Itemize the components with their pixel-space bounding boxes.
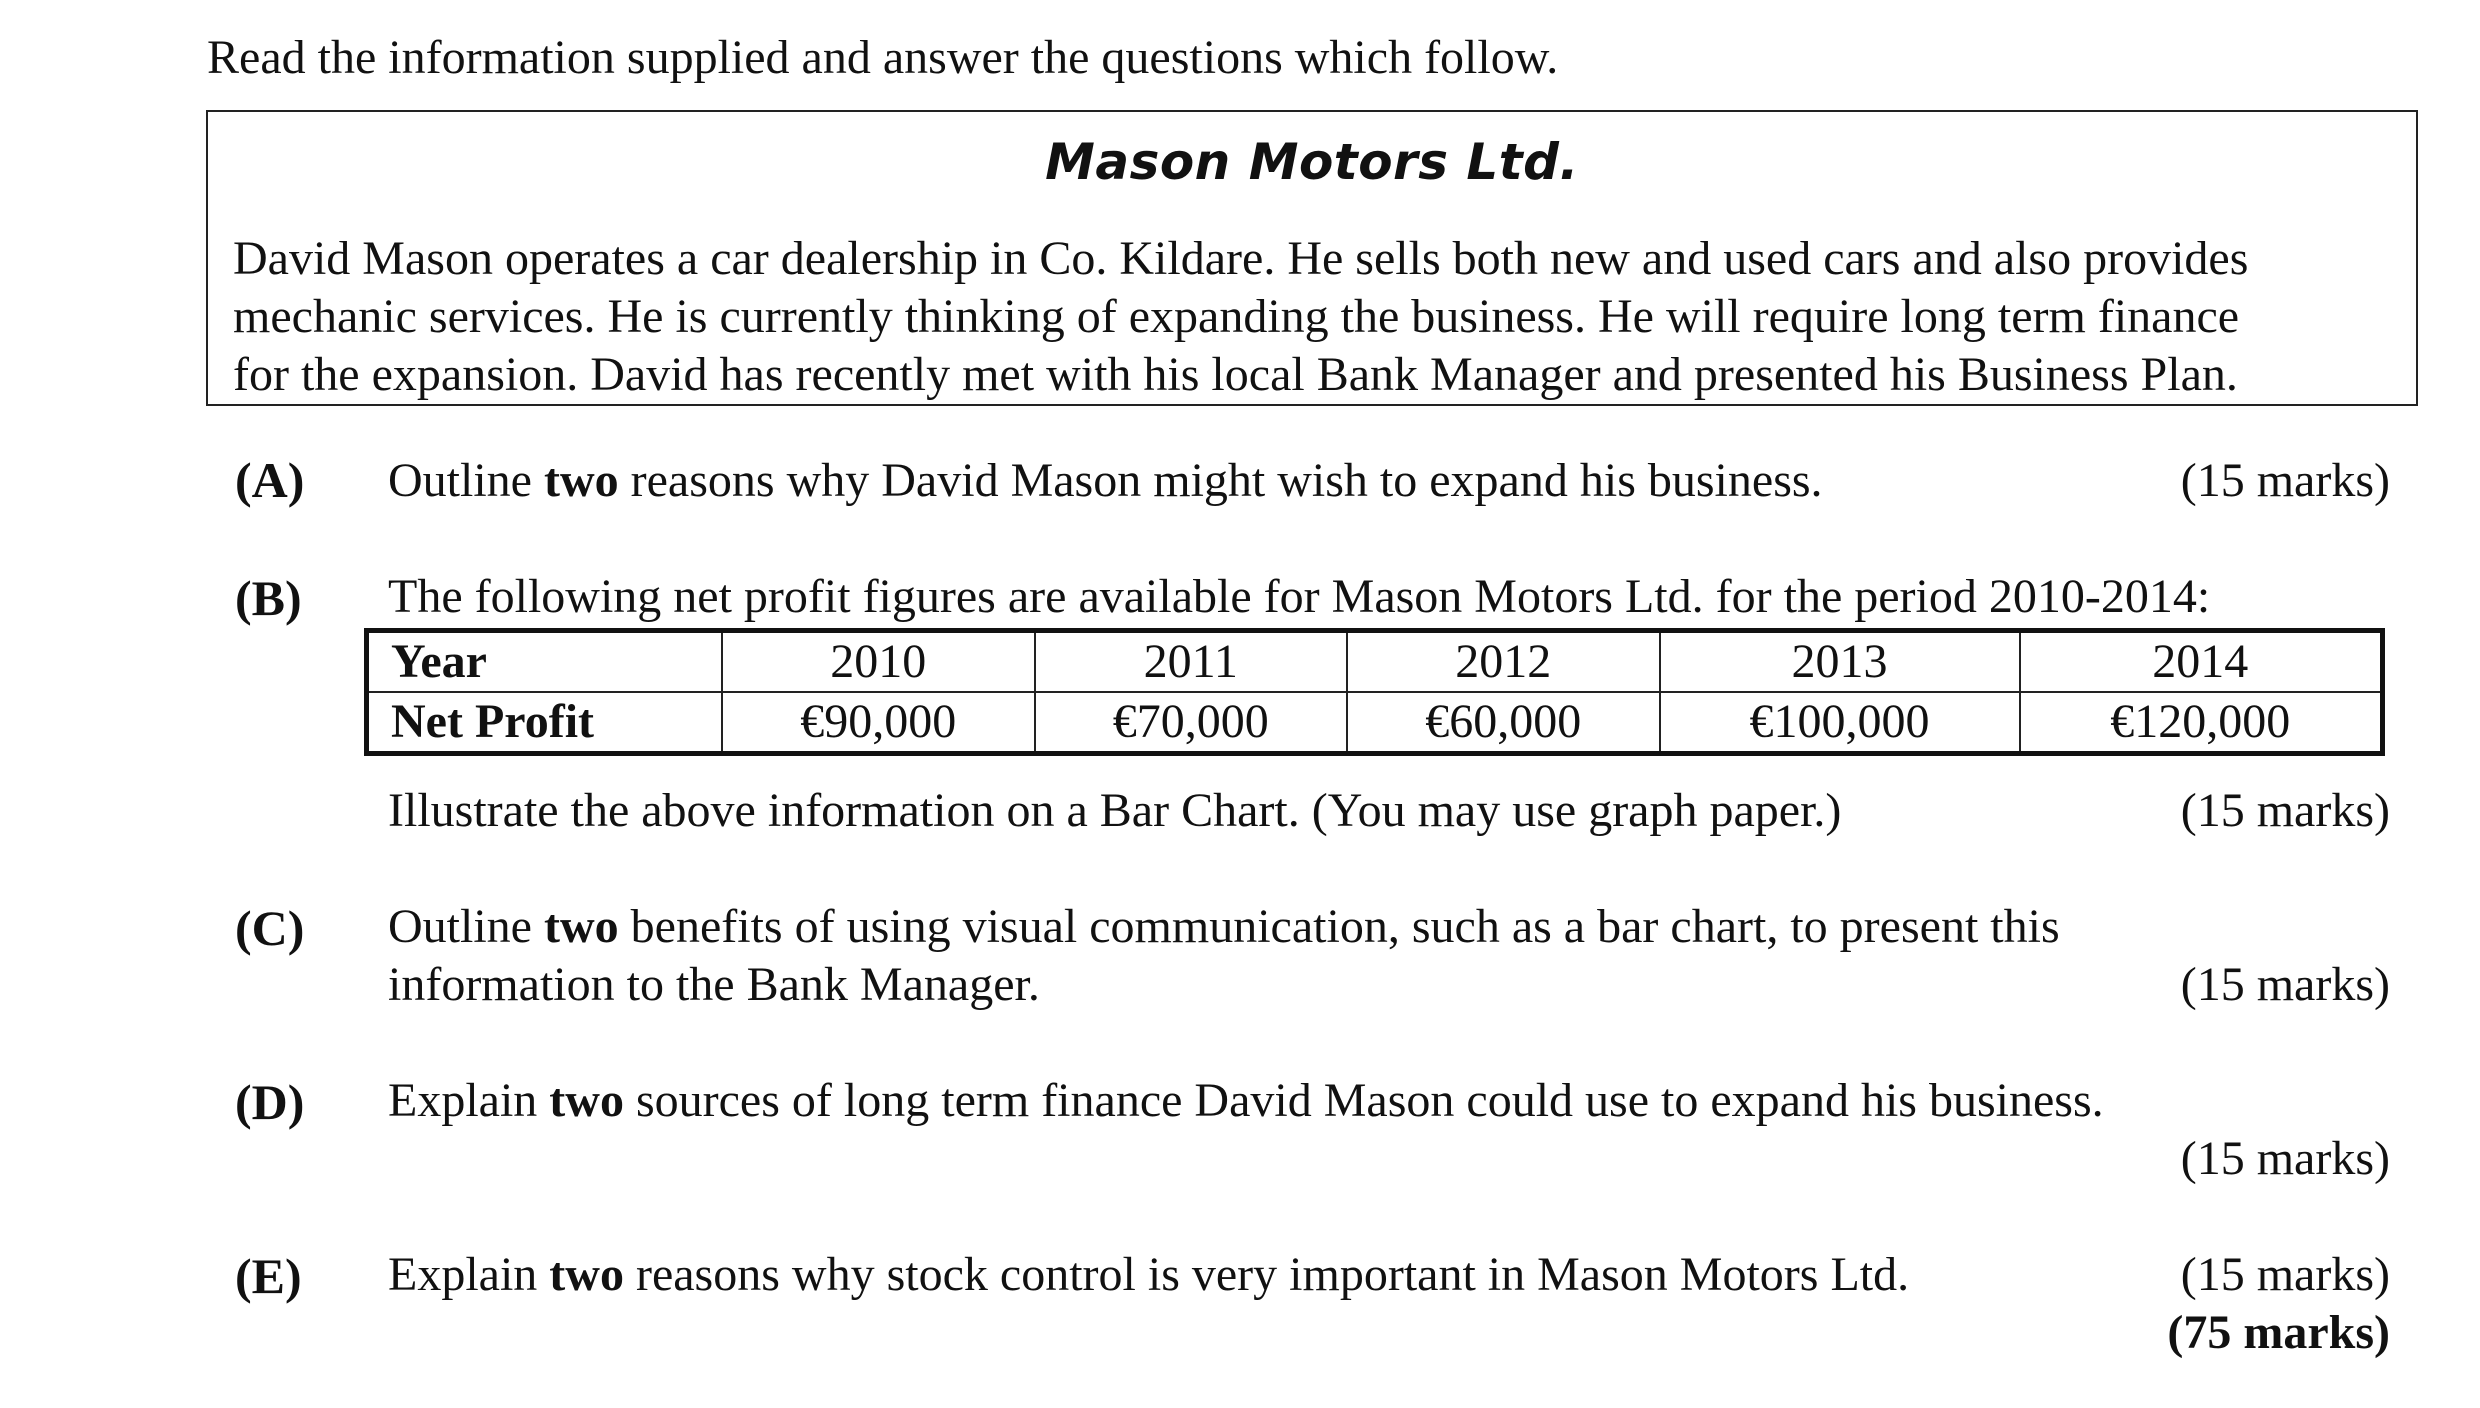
- question-a-marks: (15 marks): [2180, 454, 2390, 507]
- table-cell-year: 2013: [1660, 631, 2020, 693]
- case-study-line: David Mason operates a car dealership in Co. Kildare. He sells both new and used cars and also provides: [233, 232, 2249, 285]
- question-a-bold: two: [543, 454, 619, 507]
- question-d-post: sources of long term finance David Mason could use to expand his business.: [623, 1074, 2104, 1127]
- question-e-bold: two: [549, 1248, 624, 1301]
- net-profit-table: [364, 628, 2385, 756]
- question-e-pre: Explain: [388, 1248, 550, 1301]
- table-cell-year: 2010: [722, 631, 1035, 693]
- table-row-label: Year: [367, 631, 723, 693]
- question-c-label: (C): [235, 900, 305, 956]
- question-e-text: [388, 1246, 1909, 1304]
- question-e-label: (E): [235, 1248, 302, 1304]
- table-cell-year: 2011: [1035, 631, 1348, 693]
- table-cell-profit: €70,000: [1035, 692, 1348, 754]
- question-b-intro: The following net profit figures are available for Mason Motors Ltd. for the period 2010-2014:: [388, 570, 2211, 623]
- question-b-label: (B): [235, 570, 302, 626]
- question-d-label: (D): [235, 1074, 305, 1130]
- question-d-bold: two: [549, 1074, 624, 1127]
- question-c-pre: Outline: [388, 900, 544, 953]
- question-c-bold: two: [543, 900, 619, 953]
- case-study-line: mechanic services. He is currently thinking of expanding the business. He will require long term finance: [233, 290, 2240, 343]
- question-b-marks: (15 marks): [2180, 784, 2390, 837]
- question-e-post: reasons why stock control is very important in Mason Motors Ltd.: [623, 1248, 1910, 1301]
- table-cell-profit: €90,000: [722, 692, 1035, 754]
- table-cell-profit: €60,000: [1347, 692, 1660, 754]
- question-a-text: [388, 452, 1823, 510]
- question-a-pre: Outline: [388, 454, 544, 507]
- case-study-text: [233, 230, 2376, 404]
- question-d-pre: Explain: [388, 1074, 550, 1127]
- table-cell-year: 2012: [1347, 631, 1660, 693]
- table-cell-profit: €100,000: [1660, 692, 2020, 754]
- table-cell-profit: €120,000: [2020, 692, 2383, 754]
- instructions-text: Read the information supplied and answer the questions which follow.: [207, 31, 1559, 84]
- table-row-net-profit: [367, 692, 2383, 754]
- question-a-post: reasons why David Mason might wish to expand his business.: [618, 454, 1823, 507]
- question-b-instruction: Illustrate the above information on a Bar Chart. (You may use graph paper.): [388, 784, 1842, 837]
- question-c-text: [388, 898, 2060, 956]
- total-marks: (75 marks): [2167, 1306, 2390, 1359]
- table-cell-year: 2014: [2020, 631, 2383, 693]
- question-c-text-line2: information to the Bank Manager.: [388, 958, 1040, 1011]
- question-a-label: (A): [235, 452, 305, 508]
- case-study-box: [206, 110, 2418, 406]
- case-study-line: for the expansion. David has recently met with his local Bank Manager and presented his Business Plan.: [233, 348, 2238, 401]
- question-d-marks: (15 marks): [2180, 1132, 2390, 1185]
- question-d-text: [388, 1072, 2104, 1130]
- question-e-marks: (15 marks): [2180, 1248, 2390, 1301]
- case-study-title: Mason Motors Ltd.: [1045, 133, 1579, 191]
- table-row-label: Net Profit: [367, 692, 723, 754]
- table-row-year: [367, 631, 2383, 693]
- question-c-post: benefits of using visual communication, such as a bar chart, to present this: [618, 900, 2060, 953]
- question-c-marks: (15 marks): [2180, 958, 2390, 1011]
